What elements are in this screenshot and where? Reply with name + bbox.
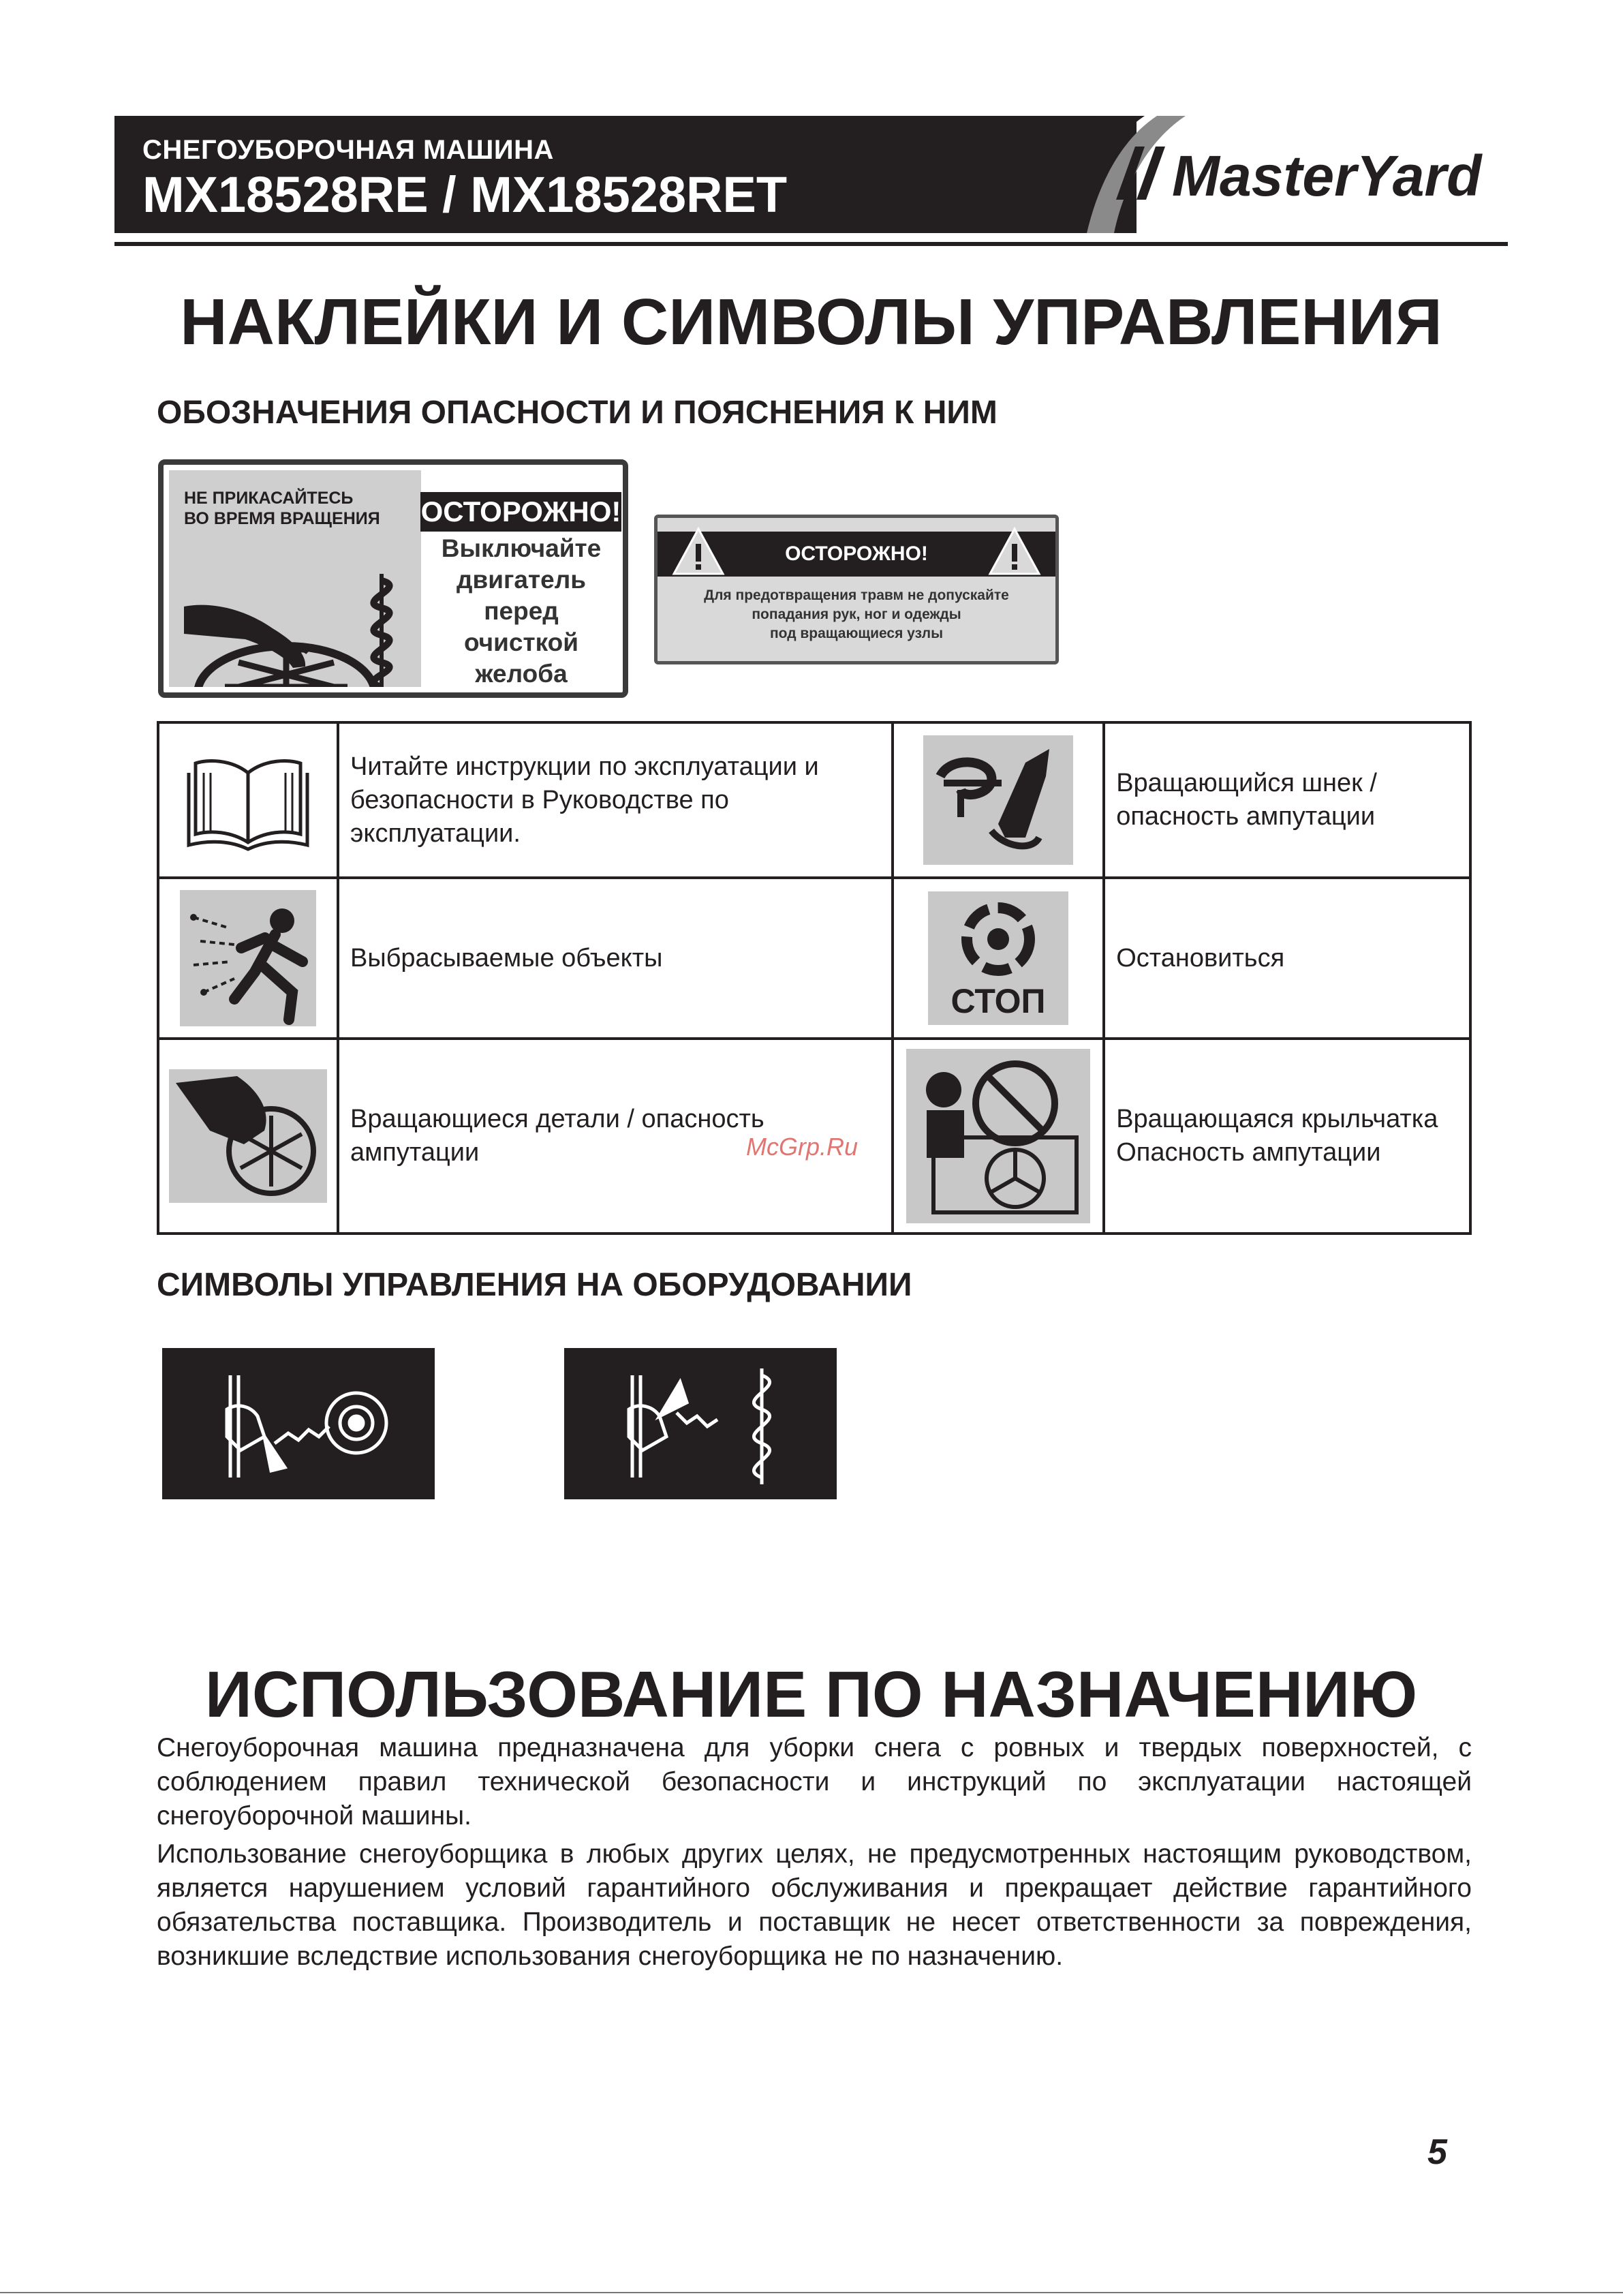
stop-icon [928, 891, 1068, 1025]
watermark: McGrp.Ru [746, 1133, 859, 1161]
usage-paragraph-2: Использование снегоуборщика в любых других целях, не предусмотренных настоящим руководством, является нарушением условий гарантийного обслуживания и прекращает действие гарантийного обязательства поставщика. Производитель и поставщик не несет ответственности за повреждения, возникшие вследствие использования снегоуборщика не по назначению. [157, 1839, 1472, 1971]
decal-caution-label: ОСТОРОЖНО! [420, 492, 621, 532]
decal-instruction-text: Выключайте двигатель перед очисткой желоба [441, 534, 602, 688]
table-cell-icon [158, 878, 338, 1039]
warning-triangle-icon [987, 525, 1042, 579]
table-row [158, 878, 1470, 1039]
auger-control-icon [162, 1348, 435, 1499]
drive-control-icon [564, 1348, 837, 1499]
bottom-rule [0, 2292, 1623, 2293]
impeller-hazard-icon [906, 1049, 1090, 1223]
table-cell-icon [158, 722, 338, 878]
table-cell-icon [893, 1039, 1104, 1234]
warning-decal-rotating [654, 515, 1059, 664]
table-cell-text: Читайте инструкции по эксплуатации и безопасности в Руководстве по эксплуатации. [338, 722, 893, 878]
table-cell-text: Вращающиеся детали / опасность ампутации [338, 1039, 893, 1234]
brand-text: MasterYard [1172, 144, 1482, 208]
usage-paragraph-1: Снегоуборочная машина предназначена для уборки снега с ровных и твердых поверхностей, с соблюдением правил технической безопасности и инструкций по эксплуатации настоящей снегоуборочной машины. [157, 1733, 1472, 1831]
masteryard-logo [1109, 140, 1511, 208]
thrown-objects-icon [180, 890, 316, 1026]
page-title-decals: НАКЛЕЙКИ И СИМВОЛЫ УПРАВЛЕНИЯ [180, 286, 1442, 358]
book-icon [183, 746, 313, 855]
decal-small-text: НЕ ПРИКАСАЙТЕСЬ ВО ВРЕМЯ ВРАЩЕНИЯ [184, 489, 380, 528]
page-title-usage: ИСПОЛЬЗОВАНИЕ ПО НАЗНАЧЕНИЮ [204, 1658, 1418, 1731]
header-subtitle: СНЕГОУБОРОЧНАЯ МАШИНА [142, 135, 554, 165]
table-cell-text: Вращающаяся крыльчатка Опасность ампутации [1104, 1039, 1470, 1234]
auger-hand-icon [923, 735, 1073, 865]
header-model: MX18528RE / MX18528RET [142, 166, 788, 223]
table-cell-text: Вращающийся шнек / опасность ампутации [1104, 722, 1470, 878]
subtitle-hazards: ОБОЗНАЧЕНИЯ ОПАСНОСТИ И ПОЯСНЕНИЯ К НИМ [157, 395, 998, 431]
page-number: 5 [1427, 2132, 1447, 2172]
header-rule [114, 242, 1508, 246]
stop-icon-label: СТОП [950, 982, 1046, 1020]
table-row [158, 722, 1470, 878]
table-cell-icon [158, 1039, 338, 1234]
subtitle-controls: СИМВОЛЫ УПРАВЛЕНИЯ НА ОБОРУДОВАНИИ [157, 1267, 912, 1303]
table-cell-text: Остановиться [1104, 878, 1470, 1039]
table-cell-icon [893, 878, 1104, 1039]
table-cell-text: Выбрасываемые объекты [338, 878, 893, 1039]
decal-instruction-text: Для предотвращения травм не допускайте попадания рук, ног и одежды под вращающиеся узлы [704, 587, 1009, 641]
rotating-parts-hand-icon [169, 1069, 327, 1203]
warning-decal-chute [158, 459, 628, 698]
table-cell-icon [893, 722, 1104, 878]
hand-chute-icon [184, 533, 416, 687]
decal-caution-label: ОСТОРОЖНО! [785, 542, 928, 565]
